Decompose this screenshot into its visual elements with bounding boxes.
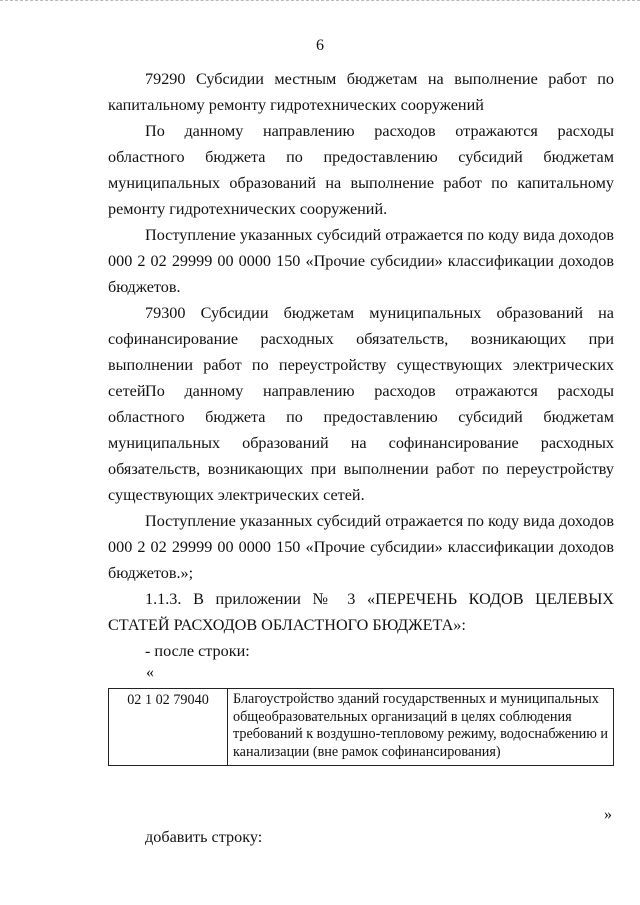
paragraph-79290-description: По данному направлению расходов отражаются расходы областного бюджета по предоставлению субсидий бюджетам муниципальных образований на выполнение работ по капитальному ремонту гидротехнических сооружений. xyxy=(108,122,614,218)
paragraph-appendix-3: 1.1.3. В приложении № 3 «ПЕРЕЧЕНЬ КОДОВ ЦЕЛЕВЫХ СТАТЕЙ РАСХОДОВ ОБЛАСТНОГО БЮДЖЕТА»: xyxy=(108,590,614,634)
scan-top-edge xyxy=(0,0,640,3)
paragraph-79290-revenue: Поступление указанных субсидий отражается по коду вида доходов 000 2 02 29999 00 0000 150 «Прочие субсидии» классификации доходов бюджетов. xyxy=(108,226,614,296)
paragraph-79300-revenue: Поступление указанных субсидий отражается по коду вида доходов 000 2 02 29999 00 0000 150 «Прочие субсидии» классификации доходов бюджетов.»; xyxy=(108,512,614,582)
add-row-instruction: добавить строку: xyxy=(145,828,263,846)
paragraph-after-row: - после строки: xyxy=(145,642,250,660)
description-cell: Благоустройство зданий государственных и муниципальных общеобразовательных организаций в целях соблюдения требований к воздушно-тепловому режиму, водоснабжению и канализации (вне рамок софинансирования) xyxy=(228,689,614,766)
paragraph-79300-description: По данному направлению расходов отражаются расходы областного бюджета по предоставлению субсидий бюджетам муниципальных образований на софинансирование расходных обязательств, возникающих при выполнении работ по переустройству существующих электрических сетей. xyxy=(108,382,614,504)
paragraph-79300-heading: 79300 Субсидии бюджетам муниципальных образований на софинансирование расходных обязательств, возникающих при выполнении работ по переустройству существующих электрических сетей xyxy=(108,304,614,400)
paragraph-79290-heading: 79290 Субсидии местным бюджетам на выполнение работ по капитальному ремонту гидротехнических сооружений xyxy=(108,70,614,114)
quote-close: » xyxy=(604,806,612,823)
page-number: 6 xyxy=(316,37,324,54)
code-cell: 02 1 02 79040 xyxy=(109,689,228,766)
target-code-table xyxy=(108,688,614,766)
table-row xyxy=(109,689,614,766)
quote-open: « xyxy=(146,664,154,681)
